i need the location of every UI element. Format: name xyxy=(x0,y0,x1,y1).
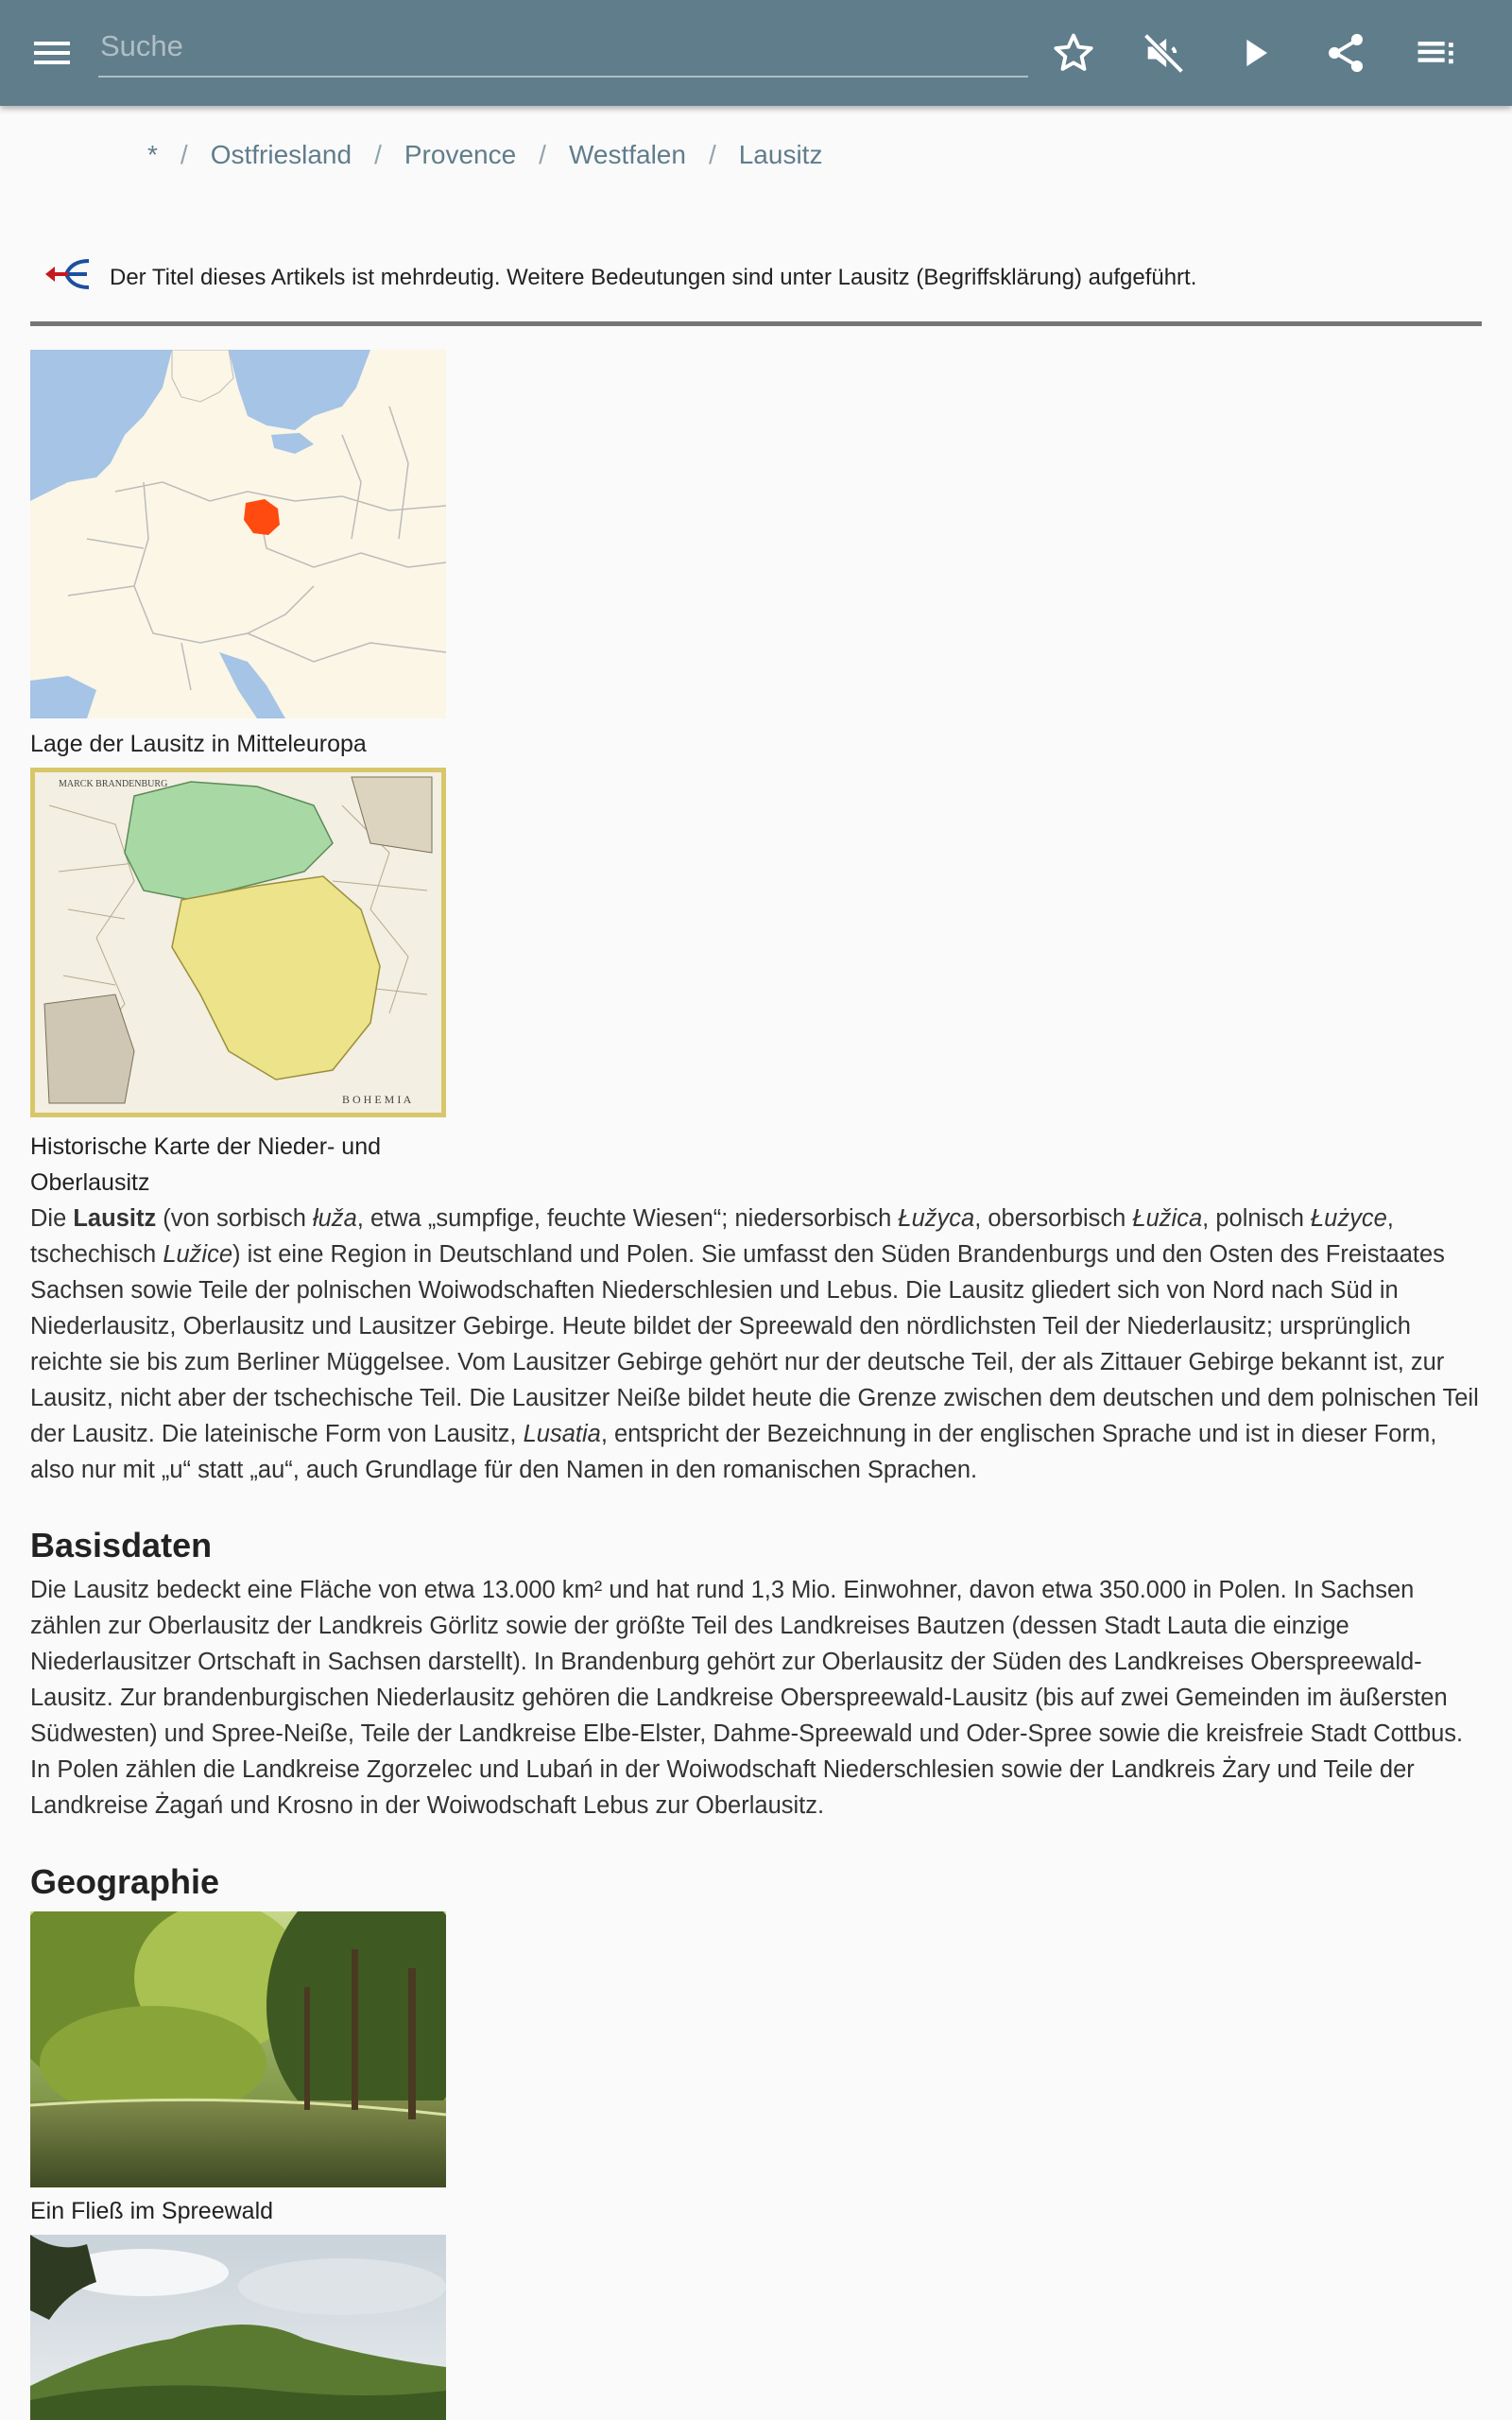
basisdaten-paragraph: Die Lausitz bedeckt eine Fläche von etwa 13.000 km² und hat rund 1,3 Mio. Einwohner, davon etwa 350.000 in Polen. In Sachsen zählen zur Oberlausitz der Landkreis Görlitz sowie der größte Teil des Landkreises Bautzen (dessen Stadt Lauta die einzige Niederlausitzer Ortschaft in Sachsen darstellt). In Brandenburg gehört zur Oberlausitz der Süden des Landkreises Oberspreewald-Lausitz. Zur brandenburgischen Niederlausitz gehören die Landkreise Oberspreewald-Lausitz (bis auf zwei Gemeinden im äußersten Südwesten) und Spree-Neiße, Teile der Landkreise Elbe-Elster, Dahme-Spreewald und Oder-Spree sowie die kreisfreie Stadt Cottbus. In Polen zählen die Landkreise Zgorzelec und Lubań in der Woiwodschaft Niederschlesien sowie der Landkreis Żary und Teile der Landkreise Żagań und Krosno in der Woiwodschaft Lebus zur Oberlausitz. xyxy=(30,1577,1464,1819)
svg-text:MARCK BRANDENBURG: MARCK BRANDENBURG xyxy=(59,779,168,789)
breadcrumb-item-provence[interactable]: Provence xyxy=(404,140,517,169)
breadcrumb-item-lausitz[interactable]: Lausitz xyxy=(738,140,823,169)
volume-off-icon[interactable] xyxy=(1140,28,1189,78)
historic-map-caption xyxy=(30,1129,381,1201)
playlist-icon[interactable] xyxy=(1412,28,1461,78)
breadcrumb-separator: / xyxy=(708,140,716,169)
intro-paragraph: Die Lausitz (von sorbisch łuža, etwa „sumpfige, feuchte Wiesen“; niedersorbisch Łužyca, obersorbisch Łužica, polnisch Łużyce, tschechisch Lužice) ist eine Region in Deutschland und Polen. Sie umfasst den Süden Brandenburgs und den Osten des Freistaates Sachsen sowie Teile der polnischen Woiwodschaften Niederschlesien und Lebus. Die Lausitz gliedert sich von Nord nach Süd in Niederlausitz, Oberlausitz und Lausitzer Gebirge. Heute bildet der Spreewald den nördlichsten Teil der Niederlausitz; ursprünglich reichte sie bis zum Berliner Müggelsee. Vom Lausitzer Gebirge gehört nur der deutsche Teil, der als Zittauer Gebirge bekannt ist, zur Lausitz, nicht aber der tschechische Teil. Die Lausitzer Neiße bildet heute die Grenze zwischen dem deutschen und dem polnischen Teil der Lausitz. Die lateinische Form von Lausitz, Lusatia, entspricht der Bezeichnung in der englischen Sprache und ist in dieser Form, also nur mit „u“ statt „au“, auch Grundlage für den Namen in den romanischen Sprachen. xyxy=(30,1205,1479,1483)
spreewald-photo[interactable] xyxy=(30,1911,446,2187)
spreewald-caption: Ein Fließ im Spreewald xyxy=(30,2198,274,2224)
section-heading-basisdaten: Basisdaten xyxy=(30,1526,213,1564)
breadcrumb-item-westfalen[interactable]: Westfalen xyxy=(568,140,686,169)
share-icon[interactable] xyxy=(1321,28,1370,78)
breadcrumb-separator: / xyxy=(374,140,382,169)
star-icon[interactable] xyxy=(1049,28,1098,78)
breadcrumb xyxy=(147,140,822,170)
historic-map-caption-line2: Oberlausitz xyxy=(30,1169,150,1196)
disambiguation-note xyxy=(30,253,1482,326)
historic-map-caption-line1: Historische Karte der Nieder- und xyxy=(30,1133,381,1160)
breadcrumb-item-ostfriesland[interactable]: Ostfriesland xyxy=(210,140,352,169)
location-map-image[interactable] xyxy=(30,350,446,718)
disambiguation-icon xyxy=(43,257,93,291)
app-toolbar xyxy=(0,0,1512,106)
menu-icon[interactable] xyxy=(34,36,72,70)
breadcrumb-item-home[interactable]: * xyxy=(147,140,158,169)
breadcrumb-separator: / xyxy=(539,140,546,169)
play-icon[interactable] xyxy=(1230,28,1280,78)
map-caption: Lage der Lausitz in Mitteleuropa xyxy=(30,731,367,757)
historic-map-image[interactable] xyxy=(30,768,446,1117)
breadcrumb-separator: / xyxy=(180,140,188,169)
hatnote-text: Der Titel dieses Artikels ist mehrdeutig. Weitere Bedeutungen sind unter Lausitz (Begriffsklärung) aufgeführt. xyxy=(110,265,1197,290)
search-input[interactable] xyxy=(98,25,1028,68)
search-bar xyxy=(98,17,1028,78)
mountain-photo[interactable] xyxy=(30,2235,446,2420)
svg-text:B O H E M I A: B O H E M I A xyxy=(342,1093,412,1106)
section-heading-geographie: Geographie xyxy=(30,1862,220,1901)
